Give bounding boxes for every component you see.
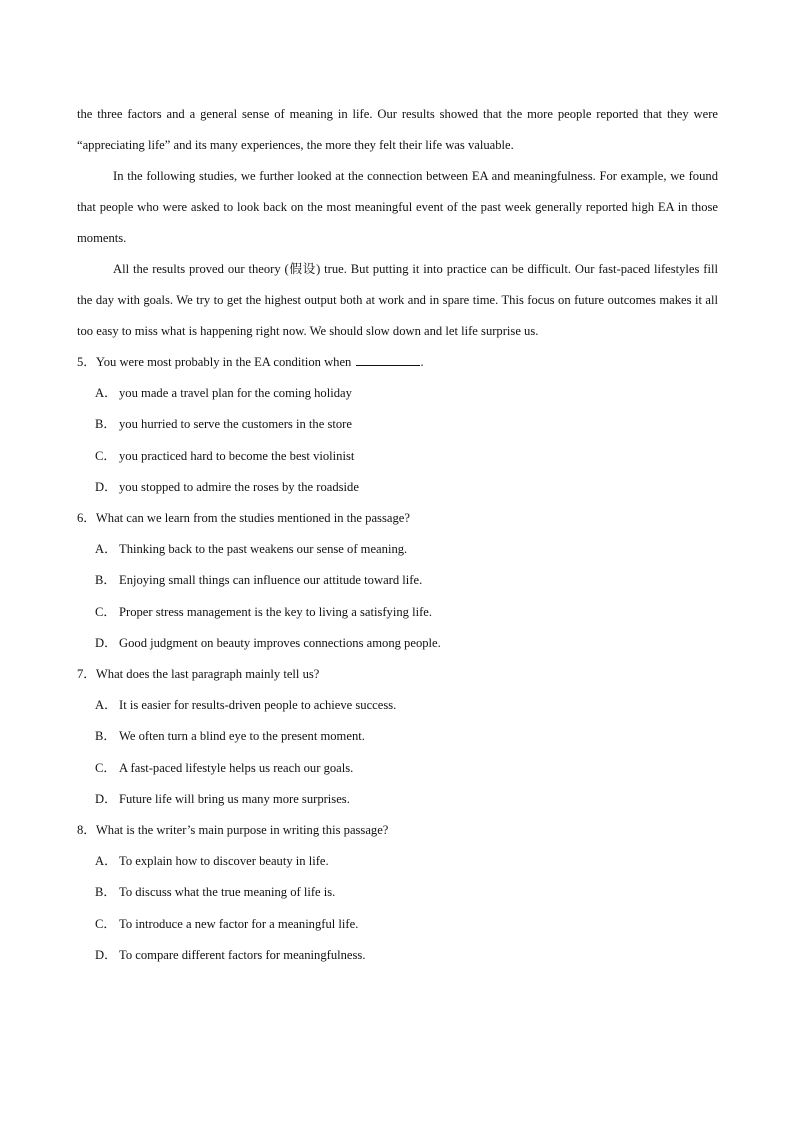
option-text: you stopped to admire the roses by the roadside [119,479,359,494]
option-b [77,409,718,440]
option-letter: A． [95,698,117,713]
question-number: 6． [77,511,96,526]
question-number: 5． [77,355,96,369]
option-text: We often turn a blind eye to the present moment. [119,729,365,744]
option-letter: B． [95,729,116,744]
option-letter: D． [95,791,117,806]
option-letter: A． [95,542,117,557]
option-text: A fast-paced lifestyle helps us reach our goals. [119,760,354,775]
option-d [77,628,718,659]
option-text: It is easier for results-driven people to achieve success. [119,698,397,713]
option-a [77,534,718,565]
option-d [77,784,718,815]
option-b [77,565,718,596]
option-text: Good judgment on beauty improves connections among people. [119,635,441,650]
question-stem [77,347,718,378]
answer-blank [356,353,420,366]
option-c [77,753,718,784]
option-d [77,472,718,503]
option-c [77,597,718,628]
question-8 [77,815,718,971]
question-stem [77,503,718,534]
option-c [77,909,718,940]
question-stem [77,659,718,690]
question-7 [77,659,718,815]
option-b [77,877,718,908]
option-letter: C． [95,916,116,931]
option-a [77,846,718,877]
question-number: 8． [77,823,96,838]
option-letter: D． [95,635,117,650]
option-text: To introduce a new factor for a meaningful life. [119,916,359,931]
question-text: What does the last paragraph mainly tell us? [95,667,320,682]
option-letter: D． [95,479,117,494]
option-letter: A． [95,386,117,401]
question-text: You were most probably in the EA condition when [95,355,352,369]
option-text: Future life will bring us many more surprises. [119,791,350,806]
question-6 [77,503,718,659]
question-stem [77,815,718,846]
option-letter: C． [95,760,116,775]
question-text: What is the writer’s main purpose in writing this passage? [95,823,389,838]
option-a [77,690,718,721]
option-letter: B． [95,417,116,432]
option-letter: B． [95,885,116,900]
option-text: To compare different factors for meaningfulness. [119,947,366,962]
question-text: What can we learn from the studies mentioned in the passage? [95,511,410,526]
passage-paragraph-2: In the following studies, we further looked at the connection between EA and meaningfulness. For example, we found that people who were asked to look back on the most meaningful event of the past week generally reported high EA in those moments. [77,169,718,245]
option-a [77,378,718,409]
option-letter: A． [95,854,117,869]
question-number: 7． [77,667,96,682]
option-letter: C． [95,448,116,463]
option-letter: B． [95,573,116,588]
question-5 [77,347,718,503]
option-text: you made a travel plan for the coming holiday [119,386,352,401]
option-letter: D． [95,947,117,962]
question-punct: . [420,355,424,369]
option-b [77,721,718,752]
option-text: To explain how to discover beauty in life. [119,854,329,869]
option-text: Enjoying small things can influence our attitude toward life. [119,573,423,588]
option-d [77,940,718,971]
option-c [77,441,718,472]
option-text: Thinking back to the past weakens our sense of meaning. [119,542,408,557]
option-text: Proper stress management is the key to living a satisfying life. [119,604,433,619]
option-text: you hurried to serve the customers in the store [119,417,352,432]
passage-paragraph-1: the three factors and a general sense of meaning in life. Our results showed that the more people reported that they were “appreciating life” and its many experiences, the more they felt their life was valuable. [77,107,718,152]
option-text: To discuss what the true meaning of life is. [119,885,336,900]
option-letter: C． [95,604,116,619]
document-page [77,99,718,971]
passage-paragraph-3: All the results proved our theory (假设) true. But putting it into practice can be difficult. Our fast-paced lifestyles fill the day with goals. We try to get the highest output both at work and in spare time. This focus on future outcomes makes it all too easy to miss what is happening right now. We should slow down and let life surprise us. [77,262,718,338]
option-text: you practiced hard to become the best violinist [119,448,355,463]
